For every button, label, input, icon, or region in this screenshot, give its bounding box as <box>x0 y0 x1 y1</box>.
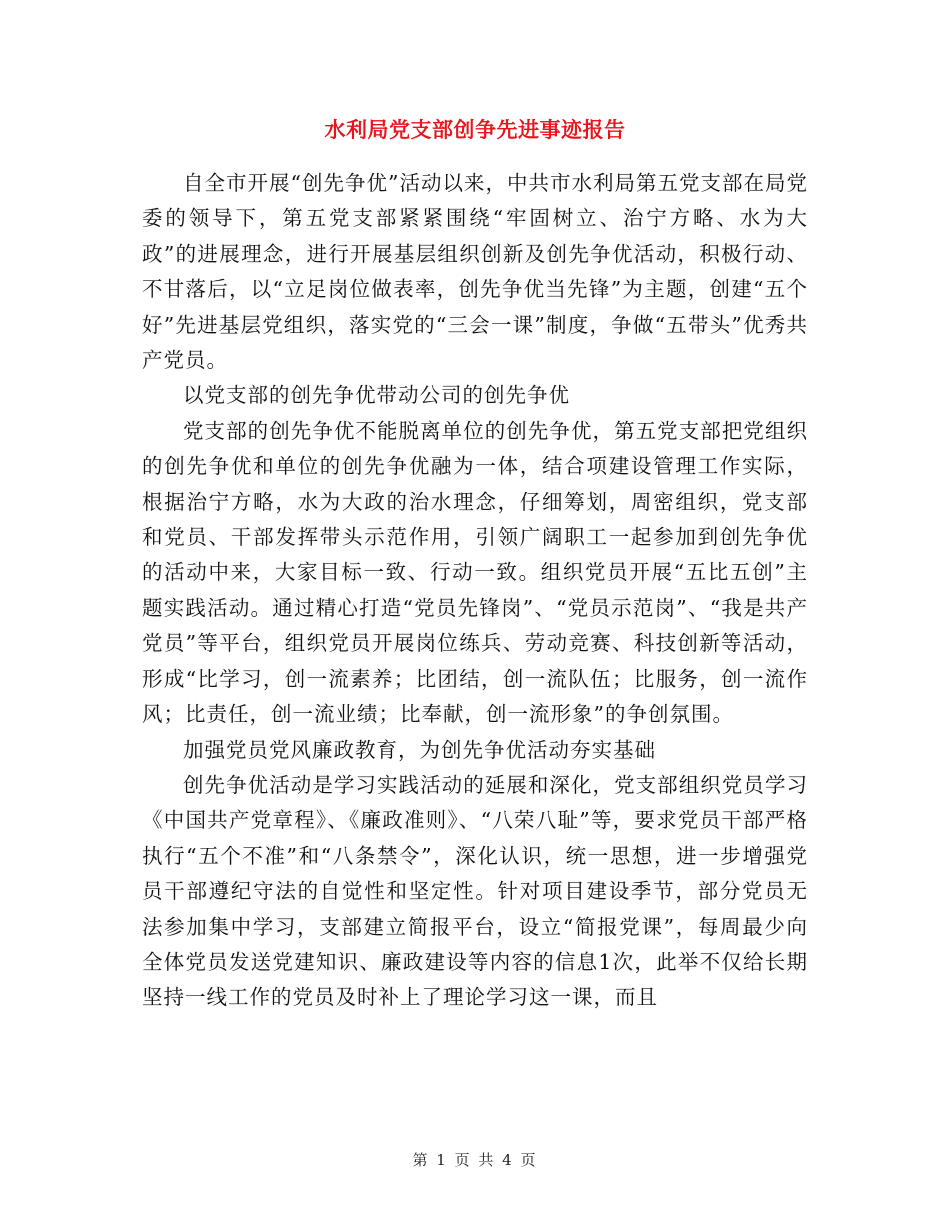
paragraph-section-1: 党支部的创先争优不能脱离单位的创先争优，第五党支部把党组织的创先争优和单位的创先争优融为一体，结合项建设管理工作实际，根据治宁方略，水为大政的治水理念，仔细筹划，周密组织，党支部和党员、干部发挥带头示范作用，引领广阔职工一起参加到创先争优的活动中来，大家目标一致、行动一致。组织党员开展“五比五创”主题实践活动。通过精心打造“党员先锋岗”、“党员示范岗”、“我是共产党员”等平台，组织党员开展岗位练兵、劳动竞赛、科技创新等活动，形成“比学习，创一流素养；比团结，创一流队伍；比服务，创一流作风；比责任，创一流业绩；比奉献，创一流形象”的争创氛围。 <box>142 418 808 727</box>
paragraph-section-2: 创先争优活动是学习实践活动的延展和深化，党支部组织党员学习《中国共产党章程》、《廉政准则》、“八荣八耻”等，要求党员干部严格执行“五个不准”和“八条禁令”，深化认识，统一思想，进一步增强党员干部遵纪守法的自觉性和坚定性。针对项目建设季节，部分党员无法参加集中学习，支部建立简报平台，设立“简报党课”，每周最少向全体党员发送党建知识、廉政建设等内容的信息1次，此举不仅给长期坚持一线工作的党员及时补上了理论学习这一课，而且 <box>142 772 808 1010</box>
paragraph-intro: 自全市开展“创先争优”活动以来，中共市水利局第五党支部在局党委的领导下，第五党支部紧紧围绕“牢固树立、治宁方略、水为大政”的进展理念，进行开展基层组织创新及创先争优活动，积极行动、不甘落后，以“立足岗位做表率，创先争优当先锋”为主题，创建“五个好”先进基层党组织，落实党的“三会一课”制度，争做“五带头”优秀共产党员。 <box>142 171 808 373</box>
page-number-footer: 第 1 页 共 4 页 <box>412 1151 538 1169</box>
section-heading-1: 以党支部的创先争优带动公司的创先争优 <box>183 383 570 408</box>
document-body <box>142 166 808 1016</box>
section-heading-2: 加强党员党风廉政教育，为创先争优活动夯实基础 <box>183 737 656 762</box>
document-title: 水利局党支部创争先进事迹报告 <box>324 118 626 142</box>
